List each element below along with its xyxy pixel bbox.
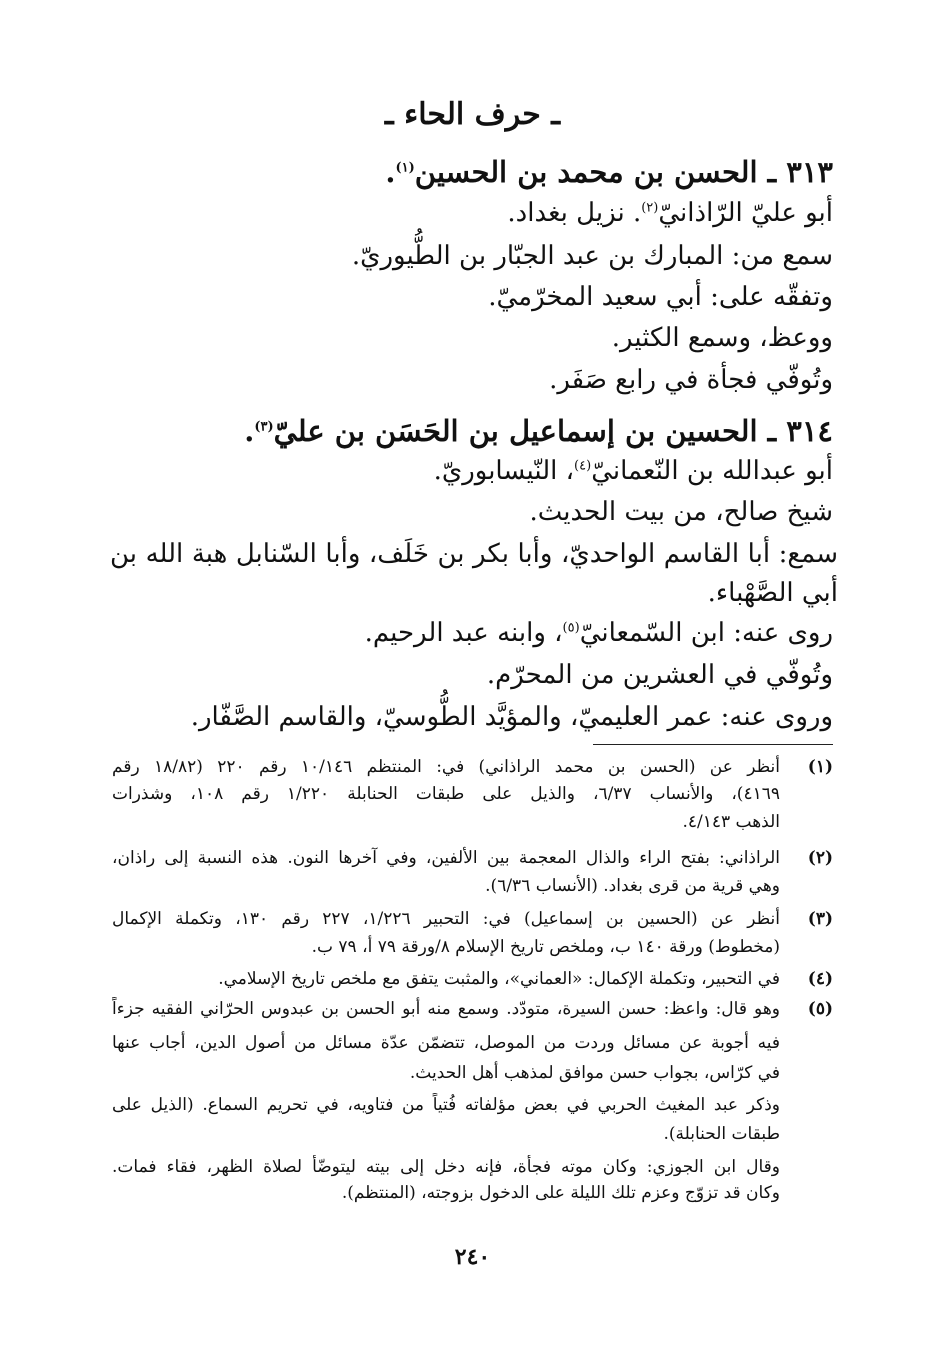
footnote-line: وكان قد تزوّج وعزم تلك الليلة على الدخول بزوجته، (المنتظم). (341, 1183, 780, 1203)
footnote-ref[interactable]: (٢) (641, 200, 659, 216)
title-end: . (385, 155, 396, 189)
footnote-line: أنظر عن (الحسين بن إسماعيل) في: التحبير ١/٢٢٦، ٢٢٧ رقم ١٣٠، وتكملة الإكمال (112, 909, 780, 929)
entry-314-line (365, 613, 833, 653)
entry-title-text: ٣١٤ ـ الحسين بن إسماعيل بن الحَسَن بن عليّ (273, 414, 833, 448)
footnote-number: (٤) (807, 969, 833, 989)
footnote-number: (١) (807, 757, 833, 777)
line-text: أبو عليّ الرّاذانيّ (658, 198, 833, 228)
entry-314-line: وروى عنه: عمر العليميّ، والمؤيَّد الطُّوسيّ، والقاسم الصَّفّار. (190, 702, 833, 732)
footnote-line: في التحبير، وتكملة الإكمال: «العماني»، والمثبت يتفق مع ملخص تاريخ الإسلامي. (218, 969, 780, 989)
entry-313-line: سمع من: المبارك بن عبد الجبّار بن الطُّيوريّ. (351, 241, 833, 271)
footnote-line: (مخطوط) ورقة ١٤٠ ب، وملخص تاريخ الإسلام ٨/ورقة ٧٩ أ، ٧٩ ب. (311, 937, 780, 957)
line-text: روى عنه: ابن السّمعانيّ (579, 618, 833, 648)
footnote-line: أنظر عن (الحسن بن محمد الراذاني) في: المنتظم ١٠/١٤٦ رقم ٢٢٠ (١٨/٨٢ رقم (112, 757, 780, 777)
footnote-number: (٢) (807, 848, 833, 868)
entry-314-line: وتُوفّي في العشرين من المحرّم. (486, 660, 833, 690)
footnote-divider (593, 744, 833, 745)
footnote-ref[interactable]: (٣) (254, 419, 274, 435)
line-text: أبو عبدالله بن النّعمانيّ (591, 456, 833, 486)
line-text: . نزيل بغداد. (507, 198, 642, 228)
footnote-line: في كرّاس، بجواب حسن موافق لمذهب أهل الحديث. (409, 1063, 780, 1083)
title-end: . (244, 414, 255, 448)
entry-313-line: وتُوفّي فجأة في رابع صَفَر. (549, 365, 833, 395)
footnote-line: فيه أجوبة عن مسائل وردت من الموصل، تتضمّن عدّة مسائل من أصول الدين، أجاب عنها (112, 1033, 780, 1053)
entry-313-title (385, 152, 833, 192)
footnote-line: طبقات الحنابلة). (663, 1124, 780, 1144)
footnote-line: وهو قال: واعظ: حسن السيرة، متودّد. وسمع منه أبو الحسن بن عبدوس الحرّاني الفقيه جزءاً (112, 999, 780, 1019)
line-text: ، وابنه عبد الرحيم. (364, 618, 563, 648)
footnote-line: وذكر عبد المغيث الحربي في بعض مؤلفاته فُتياً من فتاويه، في تحريم السماع. (الذيل على (112, 1095, 780, 1115)
footnote-line: وقال ابن الجوزي: وكان موته فجأة، فإنه دخل إلى بيته ليتوضّأ لصلاة الظهر، فقاء فمات. (112, 1157, 780, 1177)
footnote-number: (٥) (807, 999, 833, 1019)
entry-314-line: سمع: أبا القاسم الواحديّ، وأبا بكر بن خَلَف، وأبا السّنابل هبة الله بن (110, 539, 838, 569)
footnote-number: (٣) (807, 909, 833, 929)
entry-314-title (244, 411, 833, 451)
footnote-line: وهي قرية من قرى بغداد. (الأنساب ٦/٣٦). (485, 876, 780, 896)
entry-313-line: ووعظ، وسمع الكثير. (611, 323, 833, 353)
footnote-ref[interactable]: (٤) (574, 458, 592, 474)
entry-314-line (434, 451, 833, 491)
entry-314-line: أبي الصَّهْباء. (707, 578, 838, 608)
footnote-ref[interactable]: (١) (395, 160, 415, 176)
entry-title-text: ٣١٣ ـ الحسن بن محمد بن الحسين (414, 155, 833, 189)
entry-313-line (507, 193, 833, 233)
footnote-line: الذهب ٤/١٤٣. (682, 812, 780, 832)
footnote-line: الراذاني: بفتح الراء والذال المعجمة بين الألفين، وفي آخرها النون. هذه النسبة إلى راذان، (112, 848, 780, 868)
footnote-line: ٤١٦٩)، والأنساب ٦/٣٧، والذيل على طبقات الحنابلة ١/٢٢٠ رقم ١٠٨، وشذرات (112, 784, 780, 804)
entry-313-line: وتفقّه على: أبي سعيد المخرّميّ. (488, 282, 833, 312)
footnote-ref[interactable]: (٥) (562, 620, 580, 636)
chapter-heading: ـ حرف الحاء ـ (384, 97, 561, 132)
line-text: ، النّيسابوريّ. (433, 456, 575, 486)
entry-314-line: شيخ صالح، من بيت الحديث. (529, 497, 833, 527)
page-number: ٢٤٠ (454, 1244, 491, 1270)
